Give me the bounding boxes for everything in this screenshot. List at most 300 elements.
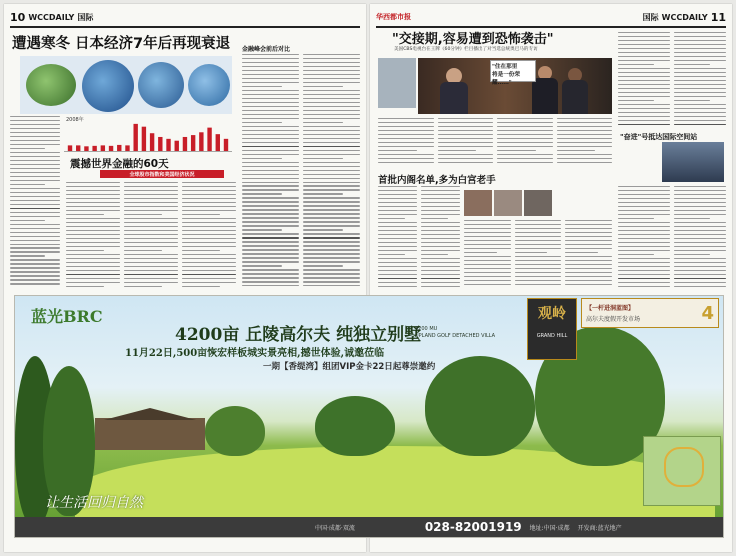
text-line — [10, 240, 60, 241]
text-line — [464, 228, 511, 229]
text-line — [557, 158, 613, 159]
portrait-photo — [464, 190, 492, 216]
text-line — [565, 248, 612, 249]
text-line — [303, 245, 360, 246]
text-line — [10, 279, 60, 280]
text-line — [515, 260, 562, 261]
chart-bar — [183, 137, 187, 151]
text-line — [242, 261, 299, 262]
section-cn-label: 国际 — [642, 12, 659, 22]
text-line — [242, 273, 299, 274]
text-line — [674, 198, 726, 199]
text-line — [674, 84, 726, 85]
text-line — [66, 198, 120, 199]
text-line — [66, 238, 120, 239]
text-line — [464, 232, 511, 233]
text-line — [438, 118, 494, 119]
text-line — [378, 266, 417, 267]
text-line — [378, 138, 434, 139]
text-line — [497, 126, 553, 127]
text-line — [303, 86, 343, 87]
text-line — [242, 70, 299, 71]
text-line — [497, 122, 553, 123]
text-line — [124, 258, 178, 259]
sidebar-text-columns-2 — [618, 186, 726, 290]
text-line — [242, 174, 299, 175]
text-line — [242, 74, 299, 75]
text-line — [66, 202, 120, 203]
text-line — [565, 256, 612, 257]
text-line — [618, 202, 670, 203]
text-line — [124, 278, 178, 279]
text-line — [378, 226, 417, 227]
text-line — [674, 238, 726, 239]
text-line — [618, 116, 670, 117]
text-line — [66, 286, 104, 287]
cabinet-text-columns — [378, 186, 460, 290]
text-line — [497, 162, 553, 163]
text-line — [66, 186, 120, 187]
text-line — [378, 194, 417, 195]
text-line — [497, 118, 553, 119]
text-line — [242, 130, 299, 131]
section-label: WCCDAILY — [28, 12, 75, 22]
text-line — [10, 192, 60, 193]
text-line — [10, 156, 60, 157]
text-line — [124, 202, 178, 203]
text-line — [66, 234, 120, 235]
text-line — [10, 212, 60, 213]
chart-bar — [76, 145, 80, 151]
text-line — [303, 78, 360, 79]
text-line — [66, 258, 120, 259]
text-line — [124, 182, 178, 183]
text-line — [421, 190, 460, 191]
text-line — [10, 244, 60, 245]
text-line — [421, 226, 460, 227]
text-line — [182, 230, 236, 231]
text-line — [303, 166, 360, 167]
masthead-logo: 华西都市报 — [376, 12, 411, 21]
text-line — [124, 238, 178, 239]
text-line — [421, 282, 460, 283]
text-line — [515, 268, 562, 269]
text-line — [378, 250, 417, 251]
text-line — [438, 126, 494, 127]
text-line — [124, 246, 178, 247]
text-line — [303, 197, 360, 198]
text-line — [303, 257, 360, 258]
text-line — [674, 282, 726, 283]
text-line — [303, 205, 360, 206]
text-line — [497, 150, 536, 151]
text-line — [303, 193, 343, 194]
right-page-masthead — [376, 10, 411, 24]
text-line — [242, 253, 299, 254]
story-text-columns — [378, 118, 612, 168]
text-line — [10, 196, 60, 197]
text-line — [674, 210, 726, 211]
text-line — [66, 266, 120, 267]
text-line — [10, 136, 60, 137]
text-line — [464, 284, 511, 285]
text-line — [464, 248, 511, 249]
text-line — [242, 193, 282, 194]
text-line — [303, 241, 360, 242]
chart-bar — [150, 133, 154, 151]
text-line — [303, 74, 360, 75]
text-line — [618, 88, 670, 89]
text-line — [674, 80, 726, 81]
text-line — [378, 134, 434, 135]
text-line — [674, 108, 726, 109]
text-line — [10, 275, 60, 276]
text-line — [10, 255, 45, 256]
text-line — [242, 178, 299, 179]
text-line — [242, 249, 299, 250]
text-line — [674, 214, 726, 215]
ad-info-box — [581, 298, 719, 328]
text-line — [421, 186, 460, 187]
text-line — [674, 36, 726, 37]
text-line — [378, 234, 417, 235]
text-line — [124, 226, 178, 227]
text-line — [242, 245, 299, 246]
text-line — [303, 265, 343, 266]
text-line — [438, 130, 494, 131]
text-line — [242, 158, 282, 159]
text-line — [565, 260, 612, 261]
footer-location: 中国·成都·双流 — [315, 524, 355, 532]
text-line — [303, 182, 360, 183]
text-line — [124, 266, 178, 267]
text-line — [242, 221, 299, 222]
text-line — [674, 258, 726, 259]
text-line — [242, 66, 299, 67]
text-line — [618, 48, 670, 49]
text-line — [242, 162, 299, 163]
text-line — [242, 225, 299, 226]
text-line — [66, 226, 120, 227]
text-line — [182, 218, 236, 219]
chart-bar — [199, 132, 203, 151]
text-line — [10, 271, 60, 272]
text-line — [515, 272, 562, 273]
text-line — [421, 210, 460, 211]
text-line — [10, 200, 60, 201]
ad-footer-strip — [15, 517, 723, 537]
text-line — [378, 154, 434, 155]
text-line — [182, 202, 236, 203]
text-line — [303, 154, 360, 155]
text-line — [618, 186, 670, 187]
text-line — [618, 230, 670, 231]
text-line — [10, 180, 60, 181]
text-line — [378, 210, 417, 211]
chart-bar — [224, 139, 228, 151]
text-line — [182, 270, 236, 271]
text-line — [378, 118, 434, 119]
text-line — [303, 253, 360, 254]
text-line — [618, 282, 670, 283]
text-line — [242, 257, 299, 258]
ad-phone: 028-82001919 — [424, 520, 522, 534]
text-line — [182, 246, 236, 247]
text-line — [66, 214, 104, 215]
text-line — [242, 197, 299, 198]
text-line — [618, 266, 670, 267]
text-line — [674, 44, 726, 45]
text-line — [182, 266, 236, 267]
info-big-number: 4 — [701, 303, 714, 324]
text-line — [378, 190, 417, 191]
text-line — [182, 226, 236, 227]
quote-box — [490, 60, 536, 86]
text-line — [124, 186, 178, 187]
text-line — [618, 242, 670, 243]
text-line — [674, 266, 726, 267]
text-line — [618, 96, 670, 97]
globe-graphic — [188, 64, 230, 106]
text-line — [438, 142, 494, 143]
text-line — [421, 250, 460, 251]
text-line — [438, 138, 494, 139]
text-line — [182, 182, 236, 183]
world-map-graphic — [20, 56, 232, 114]
text-line — [303, 110, 360, 111]
text-line — [497, 158, 553, 159]
text-line — [497, 134, 553, 135]
text-line — [421, 254, 448, 255]
text-line — [10, 188, 60, 189]
text-line — [378, 286, 417, 287]
text-line — [124, 198, 178, 199]
text-line — [242, 142, 299, 143]
text-line — [378, 242, 417, 243]
text-line — [66, 190, 120, 191]
text-line — [515, 264, 562, 265]
text-line — [674, 64, 710, 65]
text-line — [618, 36, 670, 37]
headline-2: 首批内阁名单,多为白宫老手 — [378, 175, 496, 186]
text-line — [565, 224, 612, 225]
text-line — [421, 206, 460, 207]
page-headline: 遭遇寒冬 日本经济7年后再现衰退 — [12, 36, 231, 52]
text-line — [674, 72, 726, 73]
text-line — [464, 244, 511, 245]
text-line — [674, 242, 726, 243]
text-line — [66, 182, 120, 183]
text-line — [464, 224, 511, 225]
text-line — [674, 246, 726, 247]
text-line — [674, 206, 726, 207]
text-line — [674, 104, 726, 105]
text-line — [618, 124, 670, 125]
text-line — [674, 52, 726, 53]
left-page-header — [10, 10, 93, 24]
text-line — [515, 284, 562, 285]
text-line — [515, 224, 562, 225]
text-line — [421, 238, 460, 239]
text-line — [10, 251, 60, 252]
text-line — [66, 218, 120, 219]
text-line — [557, 150, 596, 151]
text-line — [182, 250, 220, 251]
text-line — [242, 54, 299, 55]
text-line — [421, 242, 460, 243]
chart-bar — [125, 145, 129, 151]
text-line — [124, 234, 178, 235]
text-line — [10, 172, 60, 173]
text-line — [674, 124, 726, 125]
chart-bar — [68, 145, 72, 151]
text-line — [242, 213, 299, 214]
text-line — [674, 40, 726, 41]
text-line — [182, 238, 236, 239]
text-line — [557, 142, 613, 143]
text-line — [242, 154, 299, 155]
text-line — [182, 194, 236, 195]
text-line — [303, 122, 343, 123]
text-line — [497, 146, 553, 147]
text-line — [618, 60, 670, 61]
text-line — [674, 218, 710, 219]
text-line — [565, 232, 612, 233]
globe-graphic — [82, 60, 134, 112]
grand-hill-logo — [527, 298, 577, 360]
golf-villa-advertisement — [14, 295, 724, 538]
text-line — [303, 58, 360, 59]
text-line — [674, 112, 726, 113]
text-line — [378, 274, 417, 275]
portrait-photo — [524, 190, 552, 216]
text-line — [674, 76, 726, 77]
text-line — [10, 184, 45, 185]
text-line — [515, 244, 562, 245]
chart-bar — [142, 127, 146, 151]
text-line — [464, 260, 511, 261]
text-line — [674, 92, 726, 93]
text-line — [124, 190, 178, 191]
text-line — [10, 263, 60, 264]
text-line — [464, 264, 511, 265]
text-line — [242, 122, 282, 123]
text-line — [618, 286, 670, 287]
text-line — [565, 228, 612, 229]
globe-graphic — [26, 64, 76, 106]
text-line — [565, 268, 612, 269]
text-line — [303, 106, 360, 107]
text-line — [242, 209, 299, 210]
text-line — [66, 194, 120, 195]
text-line — [674, 194, 726, 195]
text-line — [303, 162, 360, 163]
text-line — [515, 252, 548, 253]
text-line — [565, 272, 612, 273]
page-headline: "交接期,容易遭到恐怖袭击" — [392, 32, 554, 47]
text-line — [438, 134, 494, 135]
text-line — [10, 267, 60, 268]
text-line — [242, 114, 299, 115]
chart-bar — [117, 145, 121, 151]
text-line — [378, 186, 417, 187]
text-line — [515, 236, 562, 237]
text-line — [565, 264, 612, 265]
ad-promo-line: 一期【香缇湾】组团VIP金卡22日起尊崇邀约 — [263, 362, 436, 372]
text-line — [242, 102, 299, 103]
text-line — [66, 282, 120, 283]
text-line — [303, 126, 360, 127]
text-line — [618, 120, 670, 121]
space-station-headline: "奋进"号抵达国际空间站 — [620, 133, 698, 141]
text-line — [378, 150, 417, 151]
text-line — [242, 138, 299, 139]
text-line — [378, 158, 434, 159]
text-line — [303, 174, 360, 175]
side-headline: 金融峰会前后对比 — [242, 46, 291, 53]
text-line — [182, 254, 236, 255]
text-line — [421, 194, 460, 195]
text-line — [618, 270, 670, 271]
center-text-columns — [66, 182, 236, 292]
subhead-caption-band: 全球股市指数和美国经济状况 — [100, 170, 224, 178]
text-line — [557, 130, 613, 131]
text-line — [303, 277, 360, 278]
text-line — [674, 60, 726, 61]
text-line — [515, 220, 562, 221]
text-line — [618, 190, 670, 191]
text-line — [421, 234, 460, 235]
text-line — [378, 222, 417, 223]
text-line — [378, 126, 434, 127]
text-line — [242, 118, 299, 119]
info-box-line: 高尔夫度假开发市场 — [586, 316, 641, 323]
text-line — [421, 270, 460, 271]
text-line — [557, 122, 613, 123]
text-line — [242, 241, 299, 242]
text-line — [378, 282, 417, 283]
portrait-photo — [494, 190, 522, 216]
text-line — [421, 274, 460, 275]
text-line — [497, 154, 553, 155]
text-line — [464, 240, 511, 241]
chart-bar — [133, 124, 137, 151]
text-line — [303, 54, 360, 55]
text-line — [182, 198, 236, 199]
chart-bar — [191, 135, 195, 151]
text-line — [242, 182, 299, 183]
text-line — [242, 229, 282, 230]
astronaut-photo — [662, 142, 724, 182]
text-line — [464, 220, 511, 221]
text-line — [618, 254, 654, 255]
tree — [425, 356, 535, 456]
text-line — [618, 112, 670, 113]
text-line — [10, 283, 60, 284]
text-line — [242, 217, 299, 218]
text-line — [618, 234, 670, 235]
text-line — [124, 270, 178, 271]
text-line — [618, 68, 670, 69]
text-line — [124, 218, 178, 219]
text-line — [124, 286, 162, 287]
chart-bar — [101, 145, 105, 151]
text-line — [303, 237, 360, 238]
text-line — [10, 148, 45, 149]
text-line — [182, 282, 236, 283]
text-line — [124, 214, 162, 215]
text-line — [242, 78, 299, 79]
